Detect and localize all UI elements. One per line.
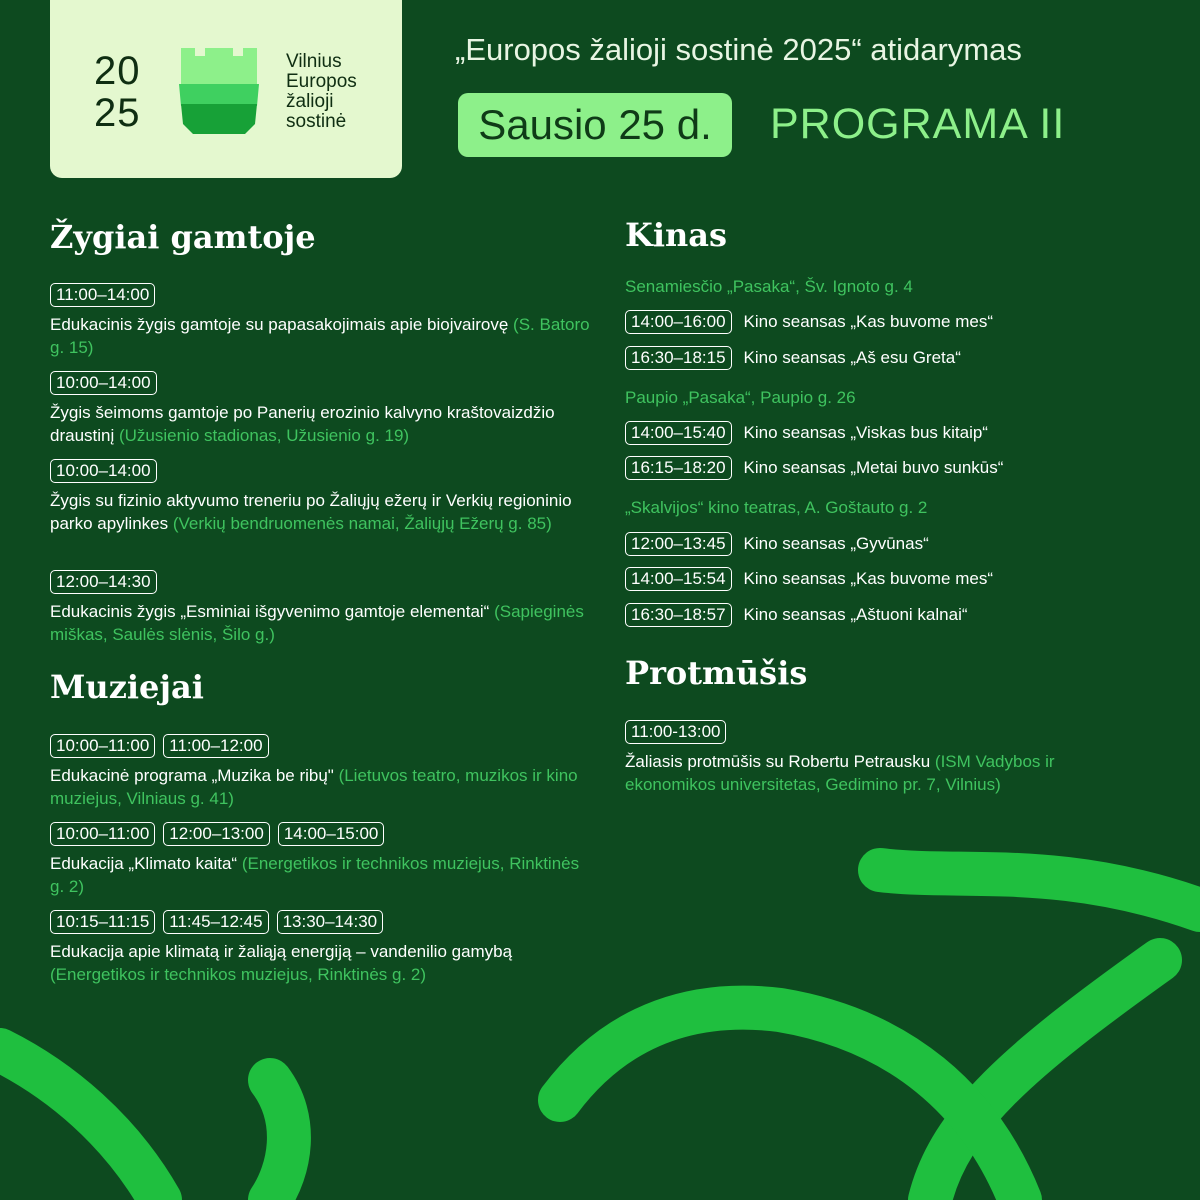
time-badge: 13:30–14:30 xyxy=(277,910,384,934)
event-location: (S. Batoro g. 15) xyxy=(50,315,590,357)
time-badge: 11:00–14:00 xyxy=(50,283,155,307)
time-badge: 11:45–12:45 xyxy=(163,910,268,934)
venue-name: „Skalvijos“ kino teatras, A. Goštauto g. 2 xyxy=(625,498,928,517)
time-badge: 10:15–11:15 xyxy=(50,910,155,934)
film-title: Kino seansas „Aštuoni kalnai“ xyxy=(743,605,968,624)
section-title-museums: Muziejai xyxy=(50,668,204,706)
date-badge: Sausio 25 d. xyxy=(458,93,732,157)
time-badge: 16:15–18:20 xyxy=(625,456,732,480)
event-description: Edukacija apie klimatą ir žaliąją energiją – vandenilio gamybą (Energetikos ir technikos muziejus, Rinktinės g. 2) xyxy=(50,942,513,984)
list-item xyxy=(50,283,590,359)
event-description: Edukacinis žygis „Esminiai išgyvenimo gamtoje elementai“ (Sapieginės miškas, Saulės slėnis, Šilo g.) xyxy=(50,602,584,644)
list-item xyxy=(625,310,993,334)
time-badge: 12:00–14:30 xyxy=(50,570,157,594)
event-title: „Europos žalioji sostinė 2025“ atidarymas xyxy=(455,32,1022,67)
list-item xyxy=(625,720,1145,796)
film-title: Kino seansas „Kas buvome mes“ xyxy=(743,312,993,331)
film-title: Kino seansas „Metai buvo sunkūs“ xyxy=(743,458,1004,477)
event-location: (Energetikos ir technikos muziejus, Rinktinės g. 2) xyxy=(50,965,427,984)
time-badge: 10:00–14:00 xyxy=(50,459,157,483)
list-item xyxy=(50,734,590,810)
list-item xyxy=(625,421,988,445)
section-title-cinema: Kinas xyxy=(625,216,727,254)
venue-name: Paupio „Pasaka“, Paupio g. 26 xyxy=(625,388,856,407)
event-location: (ISM Vadybos ir ekonomikos universitetas, Gedimino pr. 7, Vilnius) xyxy=(625,752,1055,794)
time-badge: 14:00–15:00 xyxy=(278,822,385,846)
event-location: (Verkių bendruomenės namai, Žaliųjų Ežerų g. 85) xyxy=(172,514,552,533)
list-item xyxy=(625,567,993,591)
event-description: Žygis šeimoms gamtoje po Panerių erozinio kalvyno kraštovaizdžio draustinį (Užusienio stadionas, Užusienio g. 19) xyxy=(50,403,555,445)
time-badge: 14:00–15:54 xyxy=(625,567,732,591)
list-item xyxy=(50,570,590,646)
time-badge: 10:00–11:00 xyxy=(50,822,155,846)
section-title-hikes: Žygiai gamtoje xyxy=(50,218,316,256)
event-location: (Energetikos ir technikos muziejus, Rinktinės g. 2) xyxy=(50,854,580,896)
list-item xyxy=(625,346,961,370)
list-item xyxy=(50,459,590,535)
time-badge: 10:00–14:00 xyxy=(50,371,157,395)
film-title: Kino seansas „Viskas bus kitaip“ xyxy=(743,423,988,442)
logo-year: 20 25 xyxy=(94,49,141,135)
logo-text: Vilnius Europos žalioji sostinė xyxy=(286,51,357,132)
list-item xyxy=(50,910,590,986)
venue-name: Senamiesčio „Pasaka“, Šv. Ignoto g. 4 xyxy=(625,277,913,296)
list-item xyxy=(625,532,929,556)
event-description: Edukacinė programa „Muzika be ribų" (Lietuvos teatro, muzikos ir kino muziejus, Vilniaus g. 41) xyxy=(50,766,578,808)
event-location: (Sapieginės miškas, Saulės slėnis, Šilo g.) xyxy=(50,602,584,644)
event-location: (Lietuvos teatro, muzikos ir kino muziejus, Vilniaus g. 41) xyxy=(50,766,578,808)
time-badge: 11:00-13:00 xyxy=(625,720,726,744)
time-badge: 14:00–15:40 xyxy=(625,421,732,445)
event-description: Žaliasis protmūšis su Robertu Petrausku (ISM Vadybos ir ekonomikos universitetas, Gedimino pr. 7, Vilnius) xyxy=(625,752,1055,794)
time-badge: 14:00–16:00 xyxy=(625,310,732,334)
event-description: Edukacija „Klimato kaita“ (Energetikos ir technikos muziejus, Rinktinės g. 2) xyxy=(50,854,580,896)
film-title: Kino seansas „Kas buvome mes“ xyxy=(743,569,993,588)
list-item xyxy=(50,822,590,898)
time-badge: 12:00–13:45 xyxy=(625,532,732,556)
logo-card xyxy=(50,0,402,178)
event-description: Edukacinis žygis gamtoje su papasakojimais apie biojvairovę (S. Batoro g. 15) xyxy=(50,315,590,357)
event-description: Žygis su fizinio aktyvumo treneriu po Žaliųjų ežerų ir Verkių regioninio parko apylinkes (Verkių bendruomenės namai, Žaliųjų Ežerų g. 85) xyxy=(50,491,572,533)
list-item xyxy=(625,603,968,627)
list-item xyxy=(625,456,1003,480)
time-badge: 16:30–18:15 xyxy=(625,346,732,370)
time-badge: 10:00–11:00 xyxy=(50,734,155,758)
time-badge: 12:00–13:00 xyxy=(163,822,270,846)
time-badge: 16:30–18:57 xyxy=(625,603,732,627)
tower-logo-icon xyxy=(175,44,263,136)
program-label: PROGRAMA II xyxy=(770,100,1066,148)
section-title-quiz: Protmūšis xyxy=(625,654,808,692)
list-item xyxy=(50,371,590,447)
film-title: Kino seansas „Aš esu Greta“ xyxy=(743,348,961,367)
event-location: (Užusienio stadionas, Užusienio g. 19) xyxy=(118,426,410,445)
film-title: Kino seansas „Gyvūnas“ xyxy=(743,534,929,553)
time-badge: 11:00–12:00 xyxy=(163,734,268,758)
